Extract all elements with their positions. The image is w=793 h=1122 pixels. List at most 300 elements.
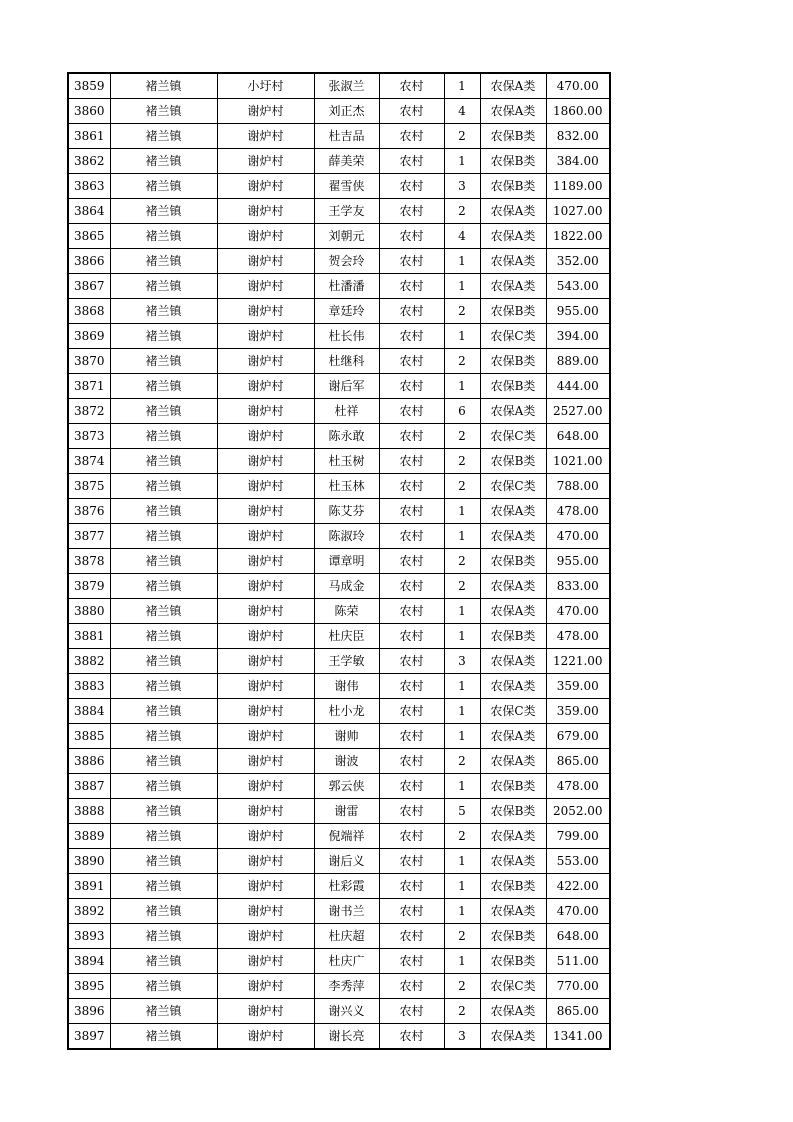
name-cell: 谢后军 <box>314 374 379 399</box>
row-number-cell: 3864 <box>68 199 110 224</box>
town-cell: 褚兰镇 <box>110 224 217 249</box>
type-cell: 农保A类 <box>480 274 546 299</box>
type-cell: 农保A类 <box>480 524 546 549</box>
count-cell: 1 <box>444 524 480 549</box>
category-cell: 农村 <box>379 399 444 424</box>
name-cell: 陈艾芬 <box>314 499 379 524</box>
category-cell: 农村 <box>379 349 444 374</box>
name-cell: 章廷玲 <box>314 299 379 324</box>
count-cell: 2 <box>444 549 480 574</box>
count-cell: 3 <box>444 174 480 199</box>
name-cell: 谢兴义 <box>314 999 379 1024</box>
town-cell: 褚兰镇 <box>110 73 217 99</box>
town-cell: 褚兰镇 <box>110 674 217 699</box>
type-cell: 农保C类 <box>480 974 546 999</box>
name-cell: 杜彩霞 <box>314 874 379 899</box>
village-cell: 谢炉村 <box>217 624 314 649</box>
village-cell: 谢炉村 <box>217 699 314 724</box>
name-cell: 王学敏 <box>314 649 379 674</box>
type-cell: 农保B类 <box>480 149 546 174</box>
type-cell: 农保C类 <box>480 699 546 724</box>
village-cell: 谢炉村 <box>217 799 314 824</box>
category-cell: 农村 <box>379 974 444 999</box>
town-cell: 褚兰镇 <box>110 974 217 999</box>
count-cell: 2 <box>444 199 480 224</box>
category-cell: 农村 <box>379 749 444 774</box>
table-body <box>68 73 610 1049</box>
row-number-cell: 3888 <box>68 799 110 824</box>
row-number-cell: 3860 <box>68 99 110 124</box>
row-number-cell: 3863 <box>68 174 110 199</box>
name-cell: 杜祥 <box>314 399 379 424</box>
row-number-cell: 3893 <box>68 924 110 949</box>
amount-cell: 648.00 <box>546 924 610 949</box>
village-cell: 谢炉村 <box>217 99 314 124</box>
name-cell: 谢长亮 <box>314 1024 379 1050</box>
count-cell: 1 <box>444 774 480 799</box>
village-cell: 谢炉村 <box>217 274 314 299</box>
count-cell: 2 <box>444 749 480 774</box>
type-cell: 农保A类 <box>480 899 546 924</box>
amount-cell: 865.00 <box>546 999 610 1024</box>
row-number-cell: 3890 <box>68 849 110 874</box>
table-row <box>68 549 610 574</box>
category-cell: 农村 <box>379 424 444 449</box>
amount-cell: 1341.00 <box>546 1024 610 1050</box>
count-cell: 4 <box>444 224 480 249</box>
village-cell: 谢炉村 <box>217 849 314 874</box>
row-number-cell: 3868 <box>68 299 110 324</box>
town-cell: 褚兰镇 <box>110 699 217 724</box>
row-number-cell: 3871 <box>68 374 110 399</box>
town-cell: 褚兰镇 <box>110 649 217 674</box>
village-cell: 谢炉村 <box>217 724 314 749</box>
name-cell: 杜吉品 <box>314 124 379 149</box>
amount-cell: 1221.00 <box>546 649 610 674</box>
type-cell: 农保B类 <box>480 449 546 474</box>
row-number-cell: 3896 <box>68 999 110 1024</box>
row-number-cell: 3891 <box>68 874 110 899</box>
name-cell: 杜庆臣 <box>314 624 379 649</box>
town-cell: 褚兰镇 <box>110 349 217 374</box>
village-cell: 谢炉村 <box>217 224 314 249</box>
count-cell: 1 <box>444 249 480 274</box>
amount-cell: 478.00 <box>546 499 610 524</box>
category-cell: 农村 <box>379 274 444 299</box>
count-cell: 4 <box>444 99 480 124</box>
table-row <box>68 149 610 174</box>
table-row <box>68 824 610 849</box>
category-cell: 农村 <box>379 149 444 174</box>
amount-cell: 865.00 <box>546 749 610 774</box>
name-cell: 谭章明 <box>314 549 379 574</box>
count-cell: 1 <box>444 274 480 299</box>
amount-cell: 788.00 <box>546 474 610 499</box>
town-cell: 褚兰镇 <box>110 474 217 499</box>
town-cell: 褚兰镇 <box>110 324 217 349</box>
town-cell: 褚兰镇 <box>110 399 217 424</box>
type-cell: 农保A类 <box>480 399 546 424</box>
name-cell: 翟雪侠 <box>314 174 379 199</box>
amount-cell: 384.00 <box>546 149 610 174</box>
row-number-cell: 3869 <box>68 324 110 349</box>
town-cell: 褚兰镇 <box>110 174 217 199</box>
amount-cell: 833.00 <box>546 574 610 599</box>
table-row <box>68 324 610 349</box>
count-cell: 1 <box>444 599 480 624</box>
category-cell: 农村 <box>379 874 444 899</box>
name-cell: 谢伟 <box>314 674 379 699</box>
type-cell: 农保A类 <box>480 199 546 224</box>
count-cell: 2 <box>444 974 480 999</box>
type-cell: 农保C类 <box>480 474 546 499</box>
amount-cell: 1189.00 <box>546 174 610 199</box>
table-row <box>68 674 610 699</box>
category-cell: 农村 <box>379 924 444 949</box>
village-cell: 谢炉村 <box>217 524 314 549</box>
town-cell: 褚兰镇 <box>110 149 217 174</box>
amount-cell: 359.00 <box>546 699 610 724</box>
amount-cell: 1027.00 <box>546 199 610 224</box>
category-cell: 农村 <box>379 474 444 499</box>
count-cell: 1 <box>444 949 480 974</box>
table-row <box>68 499 610 524</box>
amount-cell: 478.00 <box>546 624 610 649</box>
category-cell: 农村 <box>379 624 444 649</box>
count-cell: 2 <box>444 574 480 599</box>
category-cell: 农村 <box>379 249 444 274</box>
name-cell: 刘正杰 <box>314 99 379 124</box>
village-cell: 谢炉村 <box>217 549 314 574</box>
town-cell: 褚兰镇 <box>110 1024 217 1050</box>
count-cell: 1 <box>444 874 480 899</box>
category-cell: 农村 <box>379 849 444 874</box>
village-cell: 谢炉村 <box>217 499 314 524</box>
benefit-table <box>67 72 611 1050</box>
count-cell: 1 <box>444 674 480 699</box>
type-cell: 农保A类 <box>480 499 546 524</box>
type-cell: 农保B类 <box>480 349 546 374</box>
village-cell: 小圩村 <box>217 73 314 99</box>
table-row <box>68 73 610 99</box>
amount-cell: 2527.00 <box>546 399 610 424</box>
name-cell: 倪端祥 <box>314 824 379 849</box>
category-cell: 农村 <box>379 124 444 149</box>
row-number-cell: 3870 <box>68 349 110 374</box>
category-cell: 农村 <box>379 574 444 599</box>
amount-cell: 470.00 <box>546 899 610 924</box>
type-cell: 农保A类 <box>480 249 546 274</box>
count-cell: 2 <box>444 424 480 449</box>
count-cell: 1 <box>444 849 480 874</box>
table-row <box>68 599 610 624</box>
name-cell: 杜玉林 <box>314 474 379 499</box>
count-cell: 2 <box>444 999 480 1024</box>
row-number-cell: 3875 <box>68 474 110 499</box>
type-cell: 农保A类 <box>480 674 546 699</box>
category-cell: 农村 <box>379 824 444 849</box>
count-cell: 2 <box>444 824 480 849</box>
type-cell: 农保A类 <box>480 224 546 249</box>
category-cell: 农村 <box>379 499 444 524</box>
count-cell: 1 <box>444 73 480 99</box>
row-number-cell: 3859 <box>68 73 110 99</box>
type-cell: 农保B类 <box>480 949 546 974</box>
town-cell: 褚兰镇 <box>110 874 217 899</box>
table-row <box>68 974 610 999</box>
amount-cell: 2052.00 <box>546 799 610 824</box>
amount-cell: 799.00 <box>546 824 610 849</box>
type-cell: 农保B类 <box>480 299 546 324</box>
category-cell: 农村 <box>379 449 444 474</box>
amount-cell: 511.00 <box>546 949 610 974</box>
name-cell: 谢书兰 <box>314 899 379 924</box>
village-cell: 谢炉村 <box>217 924 314 949</box>
town-cell: 褚兰镇 <box>110 524 217 549</box>
category-cell: 农村 <box>379 899 444 924</box>
row-number-cell: 3880 <box>68 599 110 624</box>
row-number-cell: 3861 <box>68 124 110 149</box>
table-row <box>68 224 610 249</box>
table-row <box>68 574 610 599</box>
town-cell: 褚兰镇 <box>110 99 217 124</box>
table-row <box>68 1024 610 1050</box>
row-number-cell: 3892 <box>68 899 110 924</box>
type-cell: 农保B类 <box>480 174 546 199</box>
town-cell: 褚兰镇 <box>110 774 217 799</box>
table-row <box>68 899 610 924</box>
table-row <box>68 949 610 974</box>
row-number-cell: 3873 <box>68 424 110 449</box>
table-row <box>68 799 610 824</box>
row-number-cell: 3885 <box>68 724 110 749</box>
table-row <box>68 749 610 774</box>
amount-cell: 648.00 <box>546 424 610 449</box>
name-cell: 杜玉树 <box>314 449 379 474</box>
type-cell: 农保C类 <box>480 324 546 349</box>
type-cell: 农保B类 <box>480 124 546 149</box>
category-cell: 农村 <box>379 724 444 749</box>
count-cell: 1 <box>444 499 480 524</box>
row-number-cell: 3894 <box>68 949 110 974</box>
town-cell: 褚兰镇 <box>110 824 217 849</box>
village-cell: 谢炉村 <box>217 174 314 199</box>
table-row <box>68 524 610 549</box>
table-row <box>68 349 610 374</box>
row-number-cell: 3889 <box>68 824 110 849</box>
village-cell: 谢炉村 <box>217 774 314 799</box>
row-number-cell: 3881 <box>68 624 110 649</box>
amount-cell: 478.00 <box>546 774 610 799</box>
town-cell: 褚兰镇 <box>110 599 217 624</box>
name-cell: 陈淑玲 <box>314 524 379 549</box>
amount-cell: 470.00 <box>546 524 610 549</box>
count-cell: 1 <box>444 699 480 724</box>
type-cell: 农保A类 <box>480 749 546 774</box>
count-cell: 3 <box>444 1024 480 1050</box>
name-cell: 谢后义 <box>314 849 379 874</box>
name-cell: 陈荣 <box>314 599 379 624</box>
category-cell: 农村 <box>379 674 444 699</box>
type-cell: 农保B类 <box>480 774 546 799</box>
row-number-cell: 3886 <box>68 749 110 774</box>
name-cell: 薛美荣 <box>314 149 379 174</box>
town-cell: 褚兰镇 <box>110 499 217 524</box>
name-cell: 李秀萍 <box>314 974 379 999</box>
amount-cell: 955.00 <box>546 549 610 574</box>
count-cell: 1 <box>444 624 480 649</box>
category-cell: 农村 <box>379 324 444 349</box>
count-cell: 6 <box>444 399 480 424</box>
table-row <box>68 249 610 274</box>
amount-cell: 1860.00 <box>546 99 610 124</box>
category-cell: 农村 <box>379 374 444 399</box>
category-cell: 农村 <box>379 649 444 674</box>
name-cell: 刘朝元 <box>314 224 379 249</box>
village-cell: 谢炉村 <box>217 674 314 699</box>
town-cell: 褚兰镇 <box>110 799 217 824</box>
type-cell: 农保A类 <box>480 1024 546 1050</box>
village-cell: 谢炉村 <box>217 324 314 349</box>
table-row <box>68 999 610 1024</box>
amount-cell: 1822.00 <box>546 224 610 249</box>
amount-cell: 770.00 <box>546 974 610 999</box>
row-number-cell: 3887 <box>68 774 110 799</box>
type-cell: 农保C类 <box>480 424 546 449</box>
name-cell: 杜庆超 <box>314 924 379 949</box>
town-cell: 褚兰镇 <box>110 299 217 324</box>
category-cell: 农村 <box>379 549 444 574</box>
row-number-cell: 3874 <box>68 449 110 474</box>
village-cell: 谢炉村 <box>217 149 314 174</box>
amount-cell: 394.00 <box>546 324 610 349</box>
name-cell: 杜继科 <box>314 349 379 374</box>
town-cell: 褚兰镇 <box>110 374 217 399</box>
name-cell: 杜长伟 <box>314 324 379 349</box>
table-row <box>68 624 610 649</box>
category-cell: 农村 <box>379 774 444 799</box>
village-cell: 谢炉村 <box>217 249 314 274</box>
village-cell: 谢炉村 <box>217 824 314 849</box>
type-cell: 农保B类 <box>480 924 546 949</box>
table-row <box>68 124 610 149</box>
type-cell: 农保A类 <box>480 99 546 124</box>
type-cell: 农保A类 <box>480 824 546 849</box>
count-cell: 1 <box>444 899 480 924</box>
row-number-cell: 3895 <box>68 974 110 999</box>
village-cell: 谢炉村 <box>217 449 314 474</box>
amount-cell: 359.00 <box>546 674 610 699</box>
town-cell: 褚兰镇 <box>110 199 217 224</box>
count-cell: 1 <box>444 149 480 174</box>
type-cell: 农保A类 <box>480 649 546 674</box>
count-cell: 2 <box>444 299 480 324</box>
town-cell: 褚兰镇 <box>110 624 217 649</box>
village-cell: 谢炉村 <box>217 649 314 674</box>
village-cell: 谢炉村 <box>217 1024 314 1050</box>
table-row <box>68 299 610 324</box>
type-cell: 农保B类 <box>480 799 546 824</box>
row-number-cell: 3882 <box>68 649 110 674</box>
name-cell: 陈永敢 <box>314 424 379 449</box>
row-number-cell: 3876 <box>68 499 110 524</box>
village-cell: 谢炉村 <box>217 124 314 149</box>
count-cell: 1 <box>444 324 480 349</box>
table-row <box>68 449 610 474</box>
table-row <box>68 274 610 299</box>
village-cell: 谢炉村 <box>217 874 314 899</box>
amount-cell: 422.00 <box>546 874 610 899</box>
category-cell: 农村 <box>379 799 444 824</box>
count-cell: 2 <box>444 349 480 374</box>
amount-cell: 543.00 <box>546 274 610 299</box>
type-cell: 农保B类 <box>480 874 546 899</box>
category-cell: 农村 <box>379 199 444 224</box>
name-cell: 王学友 <box>314 199 379 224</box>
name-cell: 杜潘潘 <box>314 274 379 299</box>
town-cell: 褚兰镇 <box>110 899 217 924</box>
category-cell: 农村 <box>379 99 444 124</box>
village-cell: 谢炉村 <box>217 974 314 999</box>
table-row <box>68 199 610 224</box>
category-cell: 农村 <box>379 949 444 974</box>
name-cell: 谢雷 <box>314 799 379 824</box>
category-cell: 农村 <box>379 999 444 1024</box>
count-cell: 2 <box>444 124 480 149</box>
type-cell: 农保A类 <box>480 724 546 749</box>
row-number-cell: 3879 <box>68 574 110 599</box>
name-cell: 谢波 <box>314 749 379 774</box>
village-cell: 谢炉村 <box>217 374 314 399</box>
count-cell: 1 <box>444 374 480 399</box>
village-cell: 谢炉村 <box>217 349 314 374</box>
row-number-cell: 3862 <box>68 149 110 174</box>
category-cell: 农村 <box>379 699 444 724</box>
table-row <box>68 874 610 899</box>
village-cell: 谢炉村 <box>217 899 314 924</box>
type-cell: 农保B类 <box>480 374 546 399</box>
amount-cell: 832.00 <box>546 124 610 149</box>
town-cell: 褚兰镇 <box>110 549 217 574</box>
town-cell: 褚兰镇 <box>110 724 217 749</box>
amount-cell: 470.00 <box>546 73 610 99</box>
town-cell: 褚兰镇 <box>110 449 217 474</box>
village-cell: 谢炉村 <box>217 299 314 324</box>
name-cell: 贺会玲 <box>314 249 379 274</box>
category-cell: 农村 <box>379 174 444 199</box>
amount-cell: 470.00 <box>546 599 610 624</box>
amount-cell: 679.00 <box>546 724 610 749</box>
table-row <box>68 724 610 749</box>
table-row <box>68 849 610 874</box>
village-cell: 谢炉村 <box>217 999 314 1024</box>
type-cell: 农保B类 <box>480 624 546 649</box>
count-cell: 1 <box>444 724 480 749</box>
village-cell: 谢炉村 <box>217 574 314 599</box>
town-cell: 褚兰镇 <box>110 999 217 1024</box>
count-cell: 2 <box>444 449 480 474</box>
table-row <box>68 374 610 399</box>
amount-cell: 444.00 <box>546 374 610 399</box>
category-cell: 农村 <box>379 599 444 624</box>
category-cell: 农村 <box>379 524 444 549</box>
table-row <box>68 399 610 424</box>
town-cell: 褚兰镇 <box>110 274 217 299</box>
table-row <box>68 774 610 799</box>
amount-cell: 1021.00 <box>546 449 610 474</box>
category-cell: 农村 <box>379 1024 444 1050</box>
name-cell: 谢帅 <box>314 724 379 749</box>
